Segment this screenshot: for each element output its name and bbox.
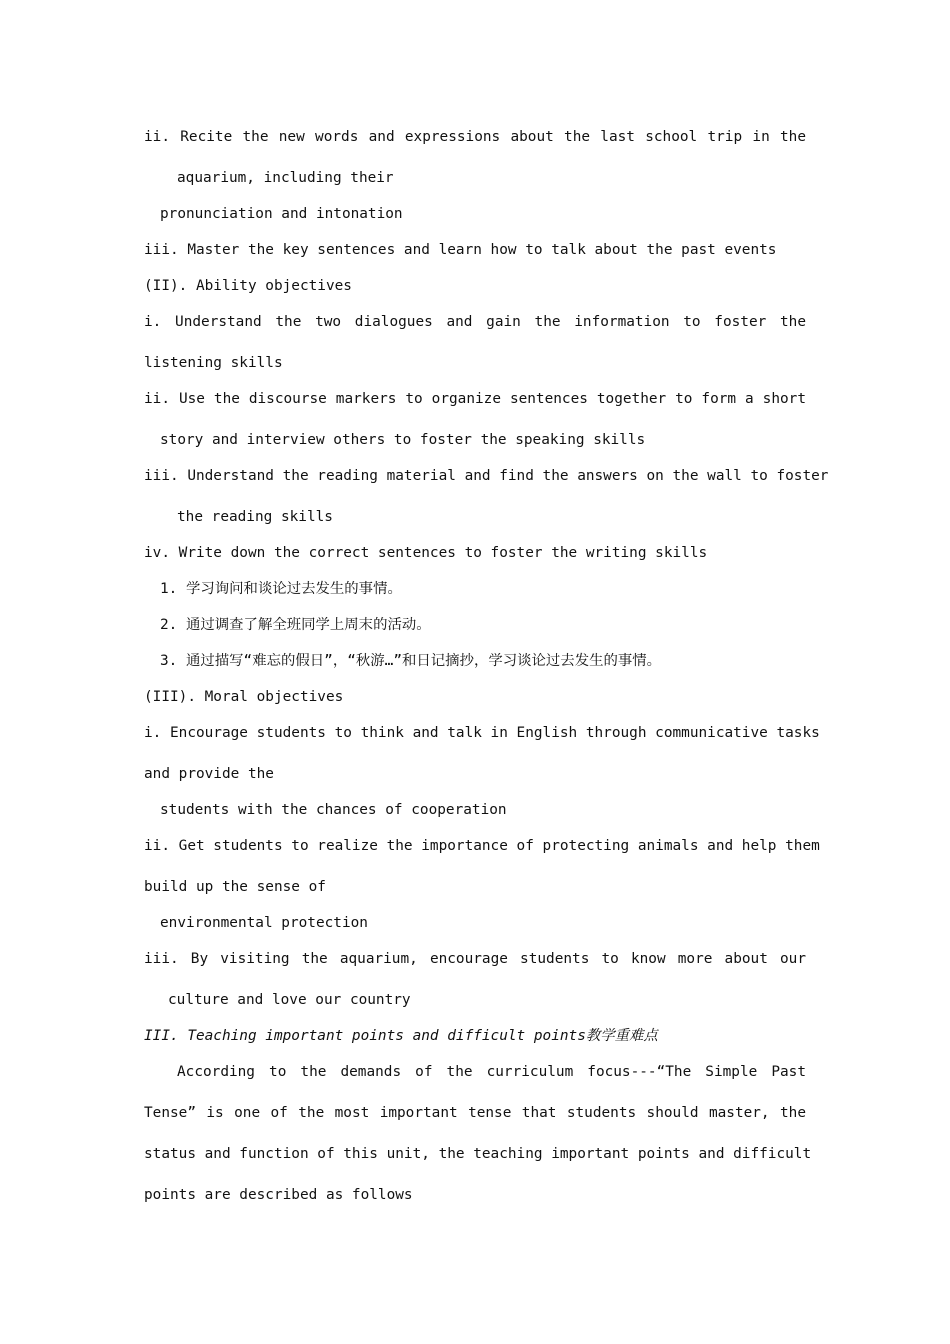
- objective-line: build up the sense of: [144, 879, 326, 895]
- objective-line: iii. By visiting the aquarium, encourage students to know more about our: [144, 951, 806, 967]
- objective-line: pronunciation and intonation: [160, 206, 403, 222]
- objective-line: culture and love our country: [168, 992, 411, 1008]
- objective-line: i. Encourage students to think and talk in English through communicative tasks: [144, 725, 820, 741]
- objective-line: ii. Use the discourse markers to organize sentences together to form a short: [144, 391, 806, 407]
- objective-line: iii. Master the key sentences and learn how to talk about the past events: [144, 242, 777, 258]
- chinese-item: 3. 通过描写“难忘的假日”，“秋游…”和日记摘抄，学习谈论过去发生的事情。: [160, 653, 662, 669]
- objective-line: story and interview others to foster the speaking skills: [160, 432, 646, 448]
- paragraph-line: points are described as follows: [144, 1187, 413, 1203]
- objective-line: iii. Understand the reading material and find the answers on the wall to foster: [144, 468, 829, 484]
- objective-line: the reading skills: [177, 509, 333, 525]
- section-heading: (II). Ability objectives: [144, 278, 352, 294]
- objective-line: environmental protection: [160, 915, 368, 931]
- paragraph-line: status and function of this unit, the teaching important points and difficult: [144, 1146, 812, 1162]
- objective-line: ii. Get students to realize the importance of protecting animals and help them: [144, 838, 820, 854]
- section-heading: III. Teaching important points and difficult points教学重难点: [144, 1028, 658, 1044]
- objective-line: aquarium, including their: [177, 170, 394, 186]
- section-heading: (III). Moral objectives: [144, 689, 344, 705]
- objective-line: i. Understand the two dialogues and gain the information to foster the: [144, 314, 806, 330]
- objective-line: students with the chances of cooperation: [160, 802, 507, 818]
- paragraph-line: Tense” is one of the most important tense that students should master, the: [144, 1105, 806, 1121]
- objective-line: listening skills: [144, 355, 283, 371]
- chinese-item: 1. 学习询问和谈论过去发生的事情。: [160, 581, 402, 597]
- paragraph-line: According to the demands of the curriculum focus---“The Simple Past: [177, 1064, 806, 1080]
- objective-line: ii. Recite the new words and expressions about the last school trip in the: [144, 129, 806, 145]
- chinese-item: 2. 通过调查了解全班同学上周末的活动。: [160, 617, 431, 633]
- objective-line: and provide the: [144, 766, 274, 782]
- objective-line: iv. Write down the correct sentences to foster the writing skills: [144, 545, 708, 561]
